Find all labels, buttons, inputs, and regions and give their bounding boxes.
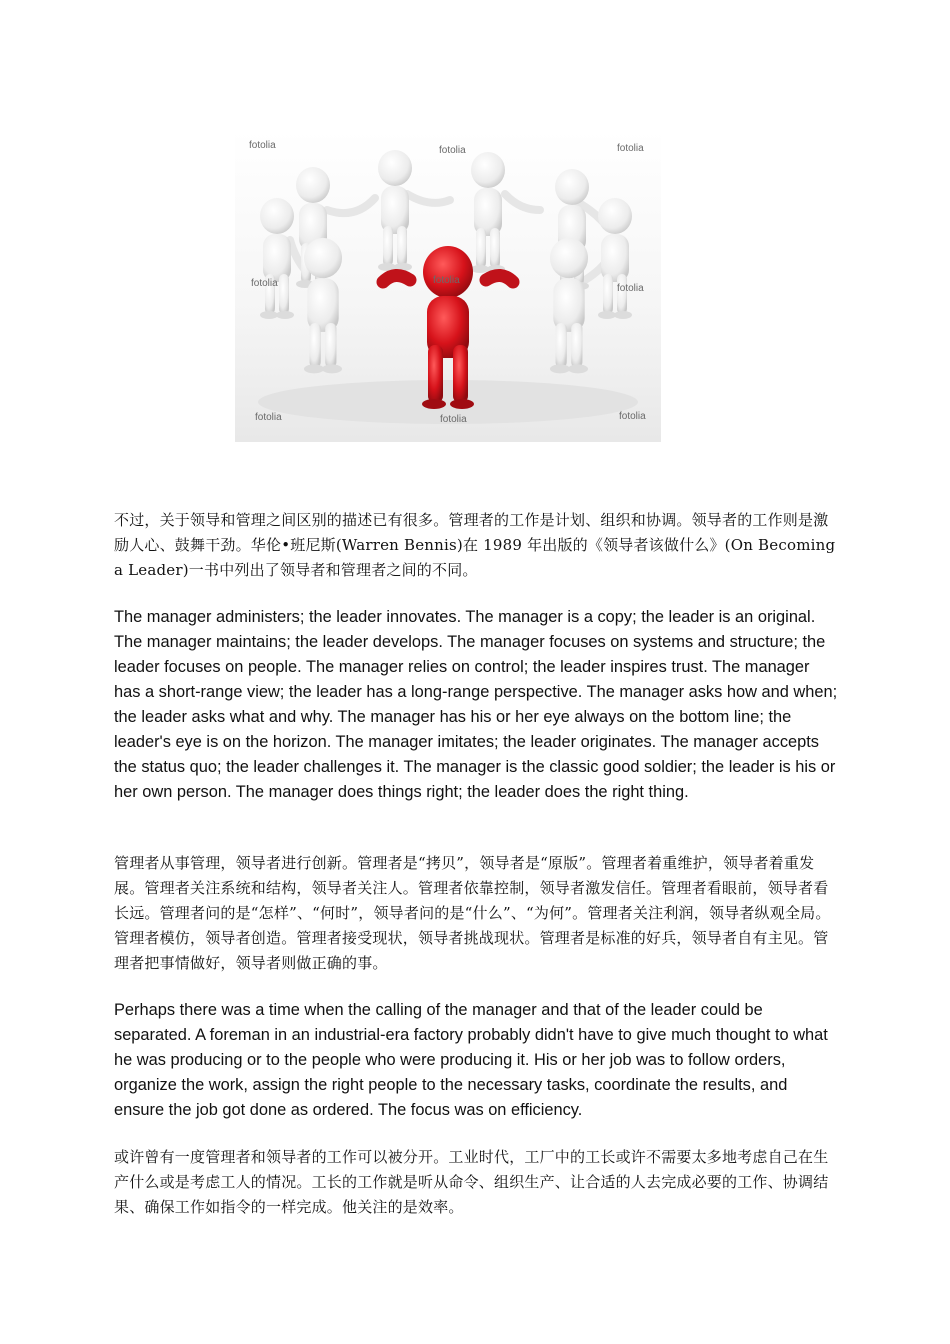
paragraph-en-manager-vs-leader: The manager administers; the leader innovates. The manager is a copy; the leader is an original. The manager maintains; the leader develops. The manager focuses on systems and structure; the leader focuses on people. The manager relies on control; the leader inspires trust. The manager has a short-range view; the leader has a long-range perspective. The manager asks how and when; the leader asks what and why. The manager has his or her eye always on the bottom line; the leader's eye is on the horizon. The manager imitates; the leader originates. The manager accepts the status quo; the leader challenges it. The manager is the classic good soldier; the leader is his or her own person. The manager does things right; the leader does the right thing. [114, 608, 838, 801]
svg-text:fotolia: fotolia [619, 411, 646, 422]
paragraph-zh-intro: 不过，关于领导和管理之间区别的描述已有很多。管理者的工作是计划、组织和协调。领导者的工作则是激励人心、鼓舞干劲。华伦•班尼斯(Warren Bennis)在 1989 年出版的《领导者该做什么》(On Becoming a Leader)一书中列出了领导者和管理者之间的不同。 [114, 511, 836, 579]
svg-text:fotolia: fotolia [440, 414, 467, 425]
paragraph-en-industrial-era: Perhaps there was a time when the calling of the manager and that of the leader could be separated. A foreman in an industrial-era factory probably didn't have to give much thought to what he was producing or to the people who were producing it. His or her job was to follow orders, organize the work, assign the right people to the necessary tasks, coordinate the results, and ensure the job got done as ordered. The focus was on efficiency. [114, 1001, 828, 1119]
svg-text:fotolia: fotolia [617, 283, 644, 294]
svg-text:fotolia: fotolia [255, 412, 282, 423]
paragraph-zh-manager-vs-leader: 管理者从事管理，领导者进行创新。管理者是“拷贝”，领导者是“原版”。管理者着重维护，领导者着重发展。管理者关注系统和结构，领导者关注人。管理者依靠控制，领导者激发信任。管理者看眼前，领导者看长远。管理者问的是“怎样”、“何时”，领导者问的是“什么”、“为何”。管理者关注利润，领导者纵观全局。管理者模仿，领导者创造。管理者接受现状，领导者挑战现状。管理者是标准的好兵，领导者自有主见。管理者把事情做好，领导者则做正确的事。 [114, 854, 831, 972]
people-circle-leader-illustration-icon [235, 130, 661, 442]
leadership-illustration [235, 130, 661, 442]
svg-text:fotolia: fotolia [433, 275, 460, 286]
svg-text:fotolia: fotolia [249, 140, 276, 151]
svg-text:fotolia: fotolia [251, 278, 278, 289]
svg-text:fotolia: fotolia [617, 143, 644, 154]
svg-text:fotolia: fotolia [439, 145, 466, 156]
paragraph-zh-industrial-era: 或许曾有一度管理者和领导者的工作可以被分开。工业时代，工厂中的工长或许不需要太多地考虑自己在生产什么或是考虑工人的情况。工长的工作就是听从命令、组织生产、让合适的人去完成必要的工作、协调结果、确保工作如指令的一样完成。他关注的是效率。 [114, 1148, 829, 1216]
